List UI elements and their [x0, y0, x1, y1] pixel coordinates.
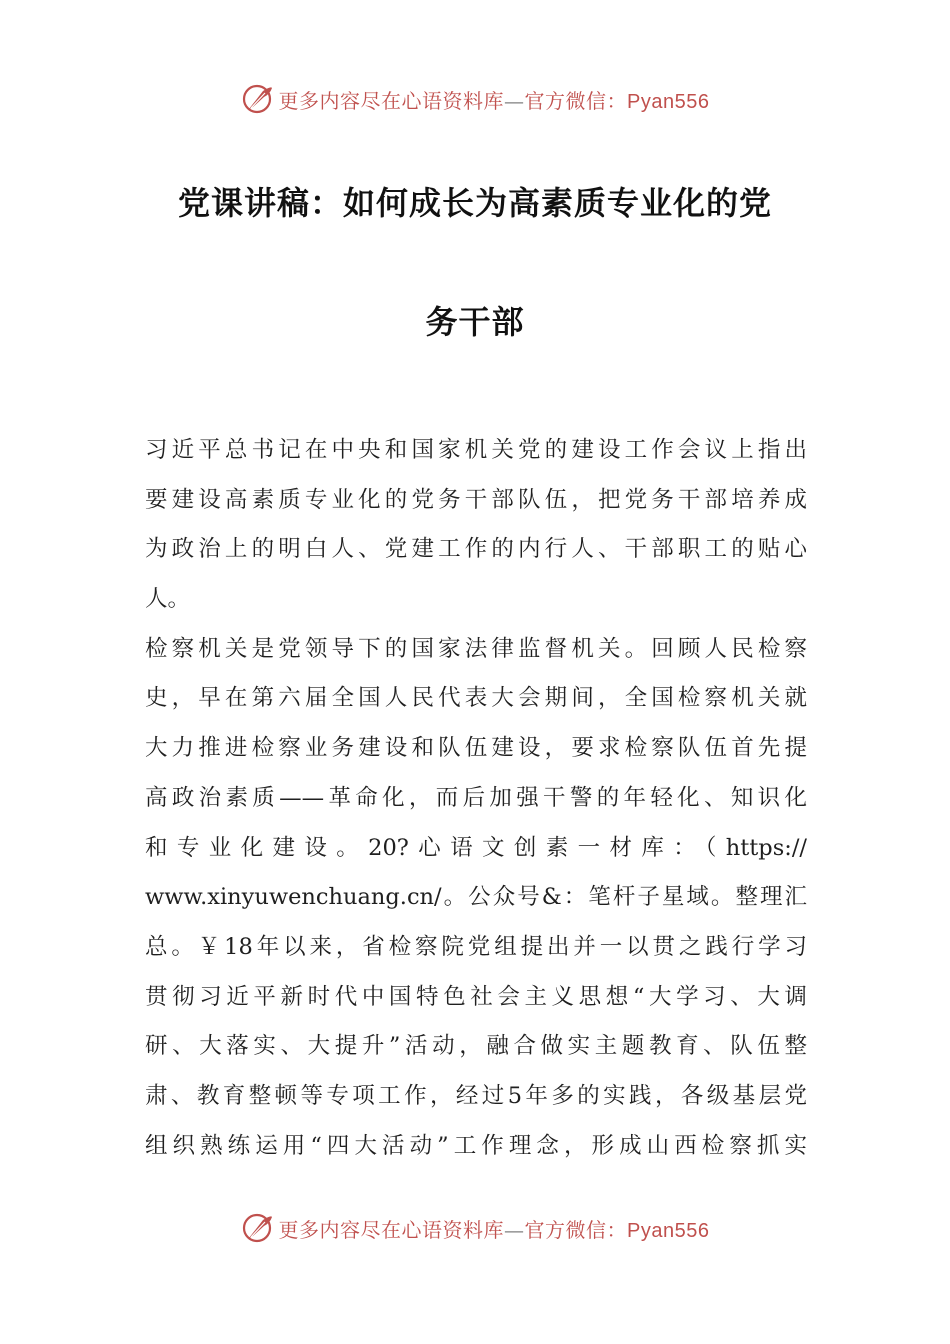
watermark-brand: 更多内容尽在心语资料库	[278, 1217, 505, 1242]
watermark-text	[279, 85, 710, 114]
body-line: 总。￥18年以来，省检察院党组提出并一以贯之践行学习	[145, 933, 807, 960]
body-line: 贯彻习近平新时代中国特色社会主义思想“大学习、大调	[145, 983, 807, 1010]
body-line: 史，早在第六届全国人民代表大会期间，全国检察机关就	[145, 685, 807, 712]
watermark-text	[279, 1214, 710, 1243]
body-line: 和专业化建设。20?心语文创素一材库：（https://	[145, 834, 807, 861]
body-line: 要建设高素质专业化的党务干部队伍，把党务干部培养成	[145, 486, 807, 513]
quill-logo-icon	[241, 82, 275, 116]
body-line: 人。	[145, 586, 191, 613]
body-line: 为政治上的明白人、党建工作的内行人、干部职工的贴心	[145, 536, 807, 563]
watermark-id: Pyan556	[627, 90, 710, 113]
body-line: 习近平总书记在中央和国家机关党的建设工作会议上指出	[145, 437, 807, 463]
watermark-header	[0, 82, 950, 116]
quill-logo-icon	[241, 1211, 275, 1245]
watermark-separator: —	[504, 1217, 525, 1242]
body-line: 组织熟练运用“四大活动”工作理念，形成山西检察抓实	[145, 1132, 807, 1159]
document-title-line-1: 党课讲稿：如何成长为高素质专业化的党	[177, 184, 772, 222]
watermark-label: 官方微信：	[524, 1217, 628, 1242]
document-body	[145, 426, 807, 1171]
watermark-brand: 更多内容尽在心语资料库	[278, 88, 505, 113]
body-line: www.xinyuwenchuang.cn/。公众号&：笔杆子星域。整理汇	[145, 884, 807, 911]
watermark-id: Pyan556	[627, 1219, 710, 1242]
body-line: 检察机关是党领导下的国家法律监督机关。回顾人民检察	[145, 635, 807, 662]
watermark-footer	[0, 1211, 950, 1245]
body-line: 高政治素质——革命化，而后加强干警的年轻化、知识化	[145, 784, 807, 811]
body-line: 研、大落实、大提升”活动，融合做实主题教育、队伍整	[145, 1033, 807, 1060]
watermark-label: 官方微信：	[524, 88, 628, 113]
body-line: 大力推进检察业务建设和队伍建设，要求检察队伍首先提	[145, 735, 807, 762]
watermark-separator: —	[504, 88, 525, 113]
document-title-line-2: 务干部	[425, 303, 525, 341]
body-line: 肃、教育整顿等专项工作，经过5年多的实践，各级基层党	[145, 1082, 807, 1109]
